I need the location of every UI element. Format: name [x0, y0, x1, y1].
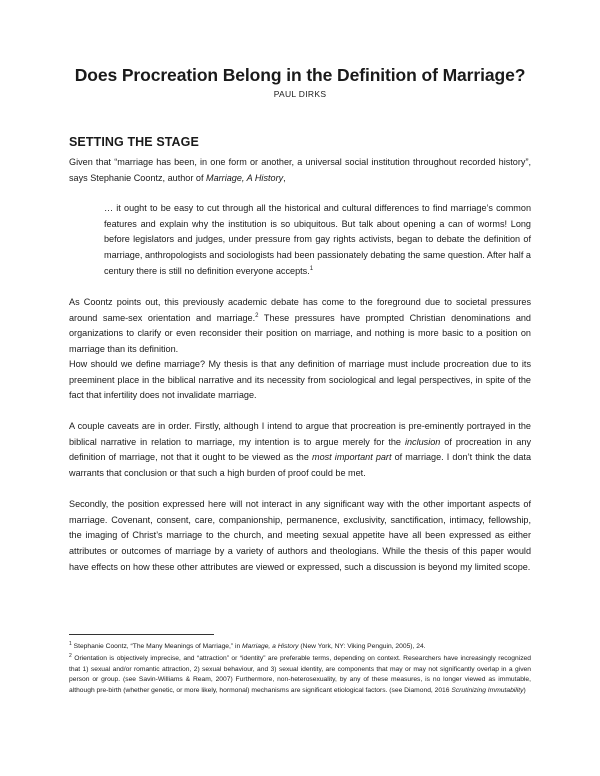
author-name: PAUL DIRKS	[273, 89, 327, 99]
paragraph-intro: Given that “marriage has been, in one form or another, a universal social institution throughout recorded history”, says Stephanie Coontz, author of Marriage, A History,	[69, 157, 531, 183]
paragraph-thesis: How should we define marriage? My thesis is that any definition of marriage must include procreation due to its preeminent place in the biblical narrative and its necessity from sociological and legal perspectives, in spite of the fact that infertility does not invalidate marriage.	[69, 359, 531, 401]
paragraph-caveats: A couple caveats are in order. Firstly, although I intend to argue that procreation is pre-eminently portrayed in the biblical narrative in relation to marriage, my intention is to argue merely for the inclusion of procreation in any definition of marriage, not that it ought to be viewed as the most important part of marriage. I don’t think the data warrants that conclusion or that such a high burden of proof could be met.	[69, 421, 532, 479]
footnote-2: $^2$ Orientation is objectively imprecise, and “attraction” or “identity” are preferable terms, depending on context. Researchers have increasingly recognized that 1) sexual and/or romantic attraction, 2) sexual behaviour, and 3) sexual identity, are components that may or may not significantly overlap in a given person or group. (see Savin-Williams & Ream, 2007) Furthermore, non-heterosexuality, by any of these measures, is no longer viewed as immutable, although pre-birth (whether genetic, or more likely, hormonal) mechanisms are significant etiological factors. (see Diamond, 2016 Scrutinizing Immutability)	[69, 652, 531, 695]
footnote-ref-2[interactable]: 2	[255, 312, 259, 319]
paper-title: Does Procreation Belong in the Definition of Marriage?	[74, 65, 526, 85]
footnote-ref-1[interactable]: 1	[309, 265, 314, 272]
section-heading: SETTING THE STAGE	[69, 135, 199, 149]
paragraph-coontz: As Coontz points out, this previously academic debate has come to the foreground due to societal pressures around same-sex orientation and marriage.$^2$ These pressures have prompted Christian denominations and organizations to clarify or even reconsider their position on marriage, and nothing is more basic to a position on marriage than its definition.	[69, 297, 531, 355]
block-quote: … it ought to be easy to cut through all the historical and cultural differences to find marriage’s common features and explain why the institution is so ubiquitous. But talk about opening a can of worms! Long before legislators and judges, under pressure from gay rights activists, began to debate the definition of marriage, anthropologists and sociologists had been passionately debating the same question. After half a century there is still no definition everyone accepts.$^1$	[104, 203, 531, 276]
footnote-separator	[69, 634, 214, 635]
footnote-1: $^1$ Stephanie Coontz, “The Many Meanings of Marriage,” in Marriage, a History (New York, NY: Viking Penguin, 2005), 24.	[69, 640, 426, 650]
paragraph-secondly: Secondly, the position expressed here will not interact in any significant way with the other important aspects of marriage. Covenant, consent, care, companionship, permanence, exclusivity, sanctification, intimacy, fellowship, the imaging of Christ’s marriage to the church, and meeting sexual appetite have all been expressed as either attributes or outcomes of marriage by a variety of authors and theologians. While the thesis of this paper would have effects on how these other attributes are viewed or expressed, such a discussion is beyond my limited scope.	[69, 499, 531, 572]
